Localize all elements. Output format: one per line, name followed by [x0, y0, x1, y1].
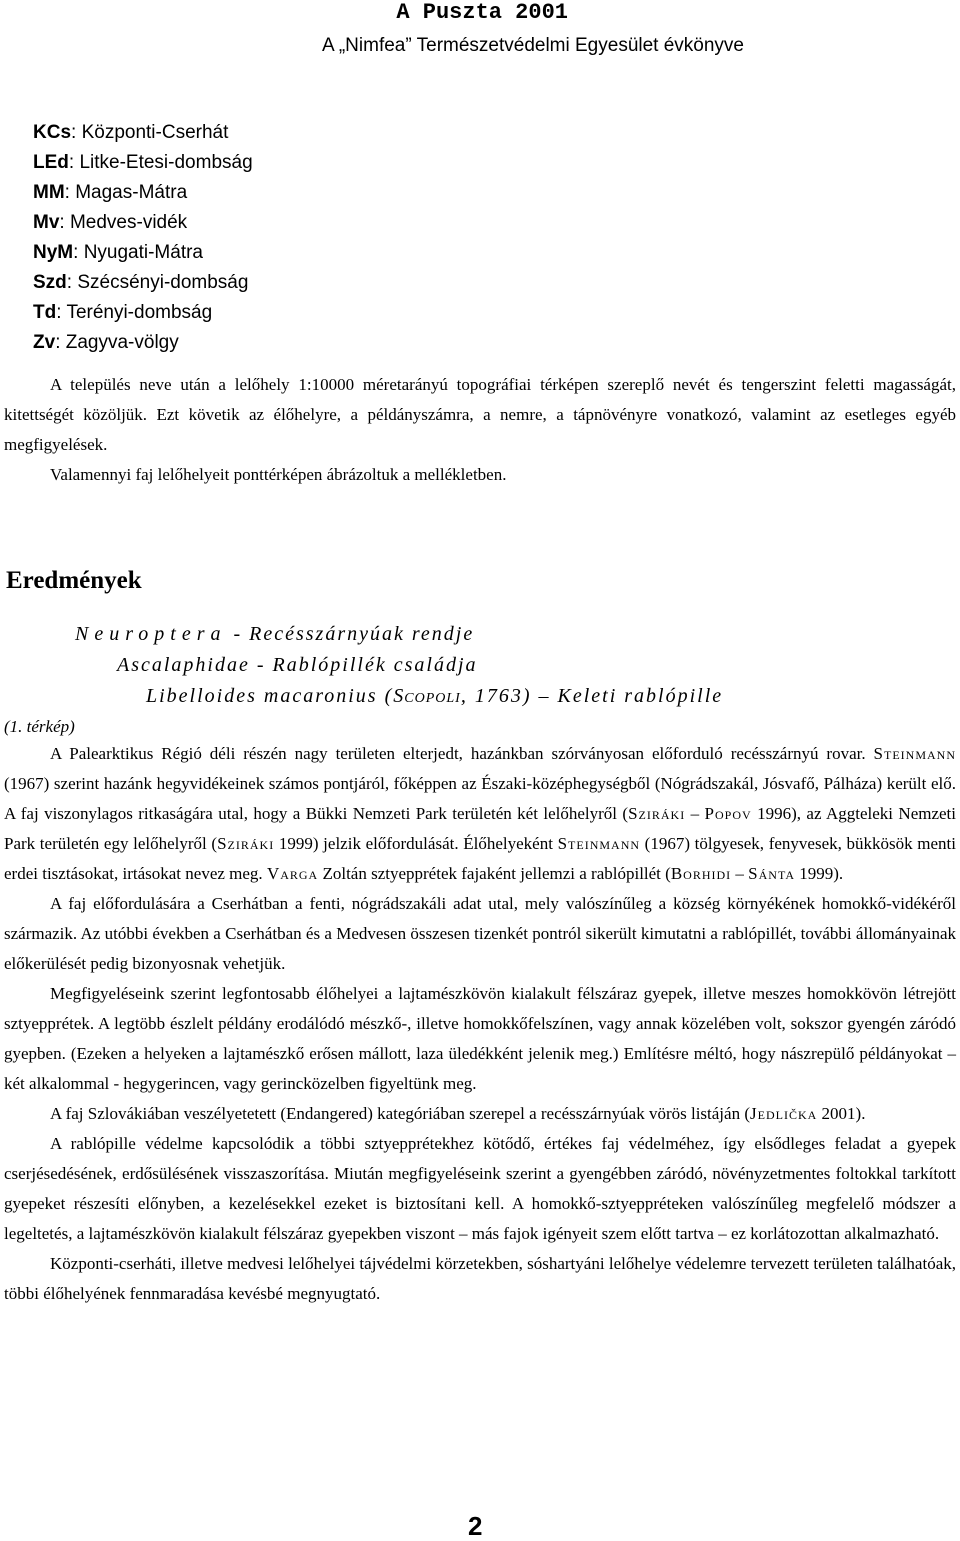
- species-dash: –: [531, 685, 558, 707]
- abbreviation-item: KCs: Központi-Cserhát: [33, 122, 229, 143]
- results-paragraph: Megfigyeléseink szerint legfontosabb élőhelyei a lajtamészkövön kialakult félszáraz gyepek, illetve meszes homokkövön létrejött sztyepprétek. A legtöbb észlelt példány erodálódó mészkő-, illetve homokkőfelszínen, vagy annak közelében volt, sokszor gyengén záródó gyepben. (Ezeken a helyeken a lajtamészkő erősen mállott, laza üledékként jelenik meg.) Említésre méltó, hogy nászrepülő példányokat – két alkalommal - hegygerincen, vagy gerincközelben figyeltünk meg.: [4, 984, 956, 1093]
- abbreviation-item: NyM: Nyugati-Mátra: [33, 242, 204, 263]
- species-year: , 1763): [460, 685, 532, 707]
- family-line: Ascalaphidae - Rablópillék családja: [117, 654, 478, 676]
- order-name: Neuroptera: [75, 623, 227, 645]
- order-description: - Recésszárnyúak rendje: [226, 623, 475, 645]
- map-reference: (1. térkép): [4, 717, 75, 736]
- page-number: 2: [468, 1511, 483, 1541]
- results-paragraph: A faj Szlovákiában veszélyetetett (Endangered) kategóriában szerepel a recésszárnyúak vörös listáján (Jedlička 2001).: [50, 1104, 866, 1123]
- methods-section: [4, 370, 956, 490]
- methods-paragraph: A település neve után a lelőhely 1:10000 méretarányú topográfiai térképen szereplő nevét és tengerszint feletti magasságát, kitettségét közöljük. Ezt követik az élőhelyre, a példányszámra, a nemre, a tápnövényre vonatkozó, valamint az esetleges egyéb megfigyelések.: [4, 375, 956, 454]
- author-name: Sánta: [748, 864, 795, 883]
- order-line: [75, 620, 474, 648]
- abbreviation-value: Szécsényi-dombság: [77, 272, 249, 293]
- abbreviation-value: Terényi-dombság: [66, 302, 213, 323]
- journal-title: A Puszta 2001: [396, 0, 568, 25]
- author-name: Sziráki: [217, 834, 275, 853]
- author-name: Steinmann: [873, 744, 956, 763]
- abbreviation-item: LEd: Litke-Etesi-dombság: [33, 152, 253, 173]
- species-name: Libelloides macaronius (: [146, 685, 394, 707]
- abbreviation-value: Zagyva-völgy: [65, 332, 179, 353]
- abbreviation-key: NyM: [33, 242, 74, 263]
- author-name: Sziráki: [628, 804, 686, 823]
- author-name: Jedlička: [750, 1104, 818, 1123]
- abbreviation-item: Zv: Zagyva-völgy: [33, 332, 179, 353]
- abbreviation-key: MM: [33, 182, 65, 203]
- results-paragraph: A faj előfordulására a Cserhátban a fenti, nógrádszakáli adat utal, mely valószínűleg a község környékének homokkő-vidékéről származik. Az utóbbi években a Cserhátban és a Medvesen összesen tizenkét pontról sikerült kimutatni a rablópillét, további állományainak előkerülését pedig bizonyosnak vehetjük.: [4, 894, 956, 973]
- abbreviation-key: Td: [33, 302, 57, 323]
- abbreviation-key: Zv: [33, 332, 56, 353]
- abbreviation-key: Mv: [33, 212, 60, 233]
- section-heading: Eredmények: [6, 567, 142, 594]
- results-paragraph: A Palearktikus Régió déli részén nagy területen elterjedt, hazánkban szórványosan előforduló recésszárnyú rovar. Steinmann (1967) szerint hazánk hegyvidékeinek számos pontjáról, főképpen az Északi-középhegységből (Nógrádszakál, Jósvafő, Pálháza) került elő. A faj viszonylagos ritkaságára utal, hogy a Bükki Nemzeti Park területén két lelőhelyről (Sziráki – Popov 1996), az Aggteleki Nemzeti Park területén egy lelőhelyről (Sziráki 1999) jelzik előfordulását. Élőhelyeként Steinmann (1967) tölgyesek, fenyvesek, bükkösök menti erdei tisztásokat, irtásokat nevez meg. Varga Zoltán sztyepprétek fajaként jellemzi a rablópillét (Borhidi – Sánta 1999).: [4, 744, 957, 883]
- abbreviation-key: LEd: [33, 152, 69, 173]
- abbreviation-list: [33, 118, 253, 358]
- author-name: Popov: [704, 804, 752, 823]
- abbreviation-key: KCs: [33, 122, 72, 143]
- abbreviation-value: Medves-vidék: [69, 212, 188, 233]
- abbreviation-value: Nyugati-Mátra: [83, 242, 204, 263]
- abbreviation-item: Mv: Medves-vidék: [33, 212, 188, 233]
- abbreviation-value: Magas-Mátra: [75, 182, 188, 203]
- species-author: Scopoli: [393, 685, 461, 707]
- results-body: [4, 739, 956, 1309]
- abbreviation-item: Td: Terényi-dombság: [33, 302, 213, 323]
- abbreviation-key: Szd: [33, 272, 67, 293]
- author-name: Steinmann: [557, 834, 641, 853]
- abbreviation-value: Litke-Etesi-dombság: [79, 152, 253, 173]
- methods-paragraph: Valamennyi faj lelőhelyeit ponttérképen ábrázoltuk a mellékletben.: [50, 465, 507, 484]
- results-paragraph: Központi-cserháti, illetve medvesi lelőhelyei tájvédelmi körzetekben, sóshartyáni lelőhelye védelemre tervezett területen találhatóak, többi élőhelyének fennmaradása kevésbé megnyugtató.: [4, 1254, 956, 1303]
- results-paragraph: A rablópille védelme kapcsolódik a többi sztyepprétekhez kötődő, értékes faj védelméhez, így elsődleges feladat a gyepek cserjésedésének, erdősülésének visszaszorítása. Miután megfigyeléseink szerint a gyengébben záródó, növényzetmentes foltokkal tarkított gyepeket részesíti előnyben, a kezelésekkel ezeket is biztosítani kell. A homokkő-sztyeppréteken valószínűleg megfelelő módszer a legeltetés, a lajtamészkövön kialakult félszáraz gyepekben viszont – más fajok igényeit szem előtt tartva – ez korlátozottan alkalmazható.: [4, 1134, 956, 1243]
- species-common-name: Keleti rablópille: [557, 685, 724, 707]
- journal-subtitle: A „Nimfea” Természetvédelmi Egyesület évkönyve: [321, 35, 744, 56]
- author-name: Borhidi: [670, 864, 732, 883]
- abbreviation-item: MM: Magas-Mátra: [33, 182, 188, 203]
- abbreviation-value: Központi-Cserhát: [81, 122, 229, 143]
- species-line: [146, 682, 723, 710]
- author-name: Varga: [266, 864, 319, 883]
- abbreviation-item: Szd: Szécsényi-dombság: [33, 272, 249, 293]
